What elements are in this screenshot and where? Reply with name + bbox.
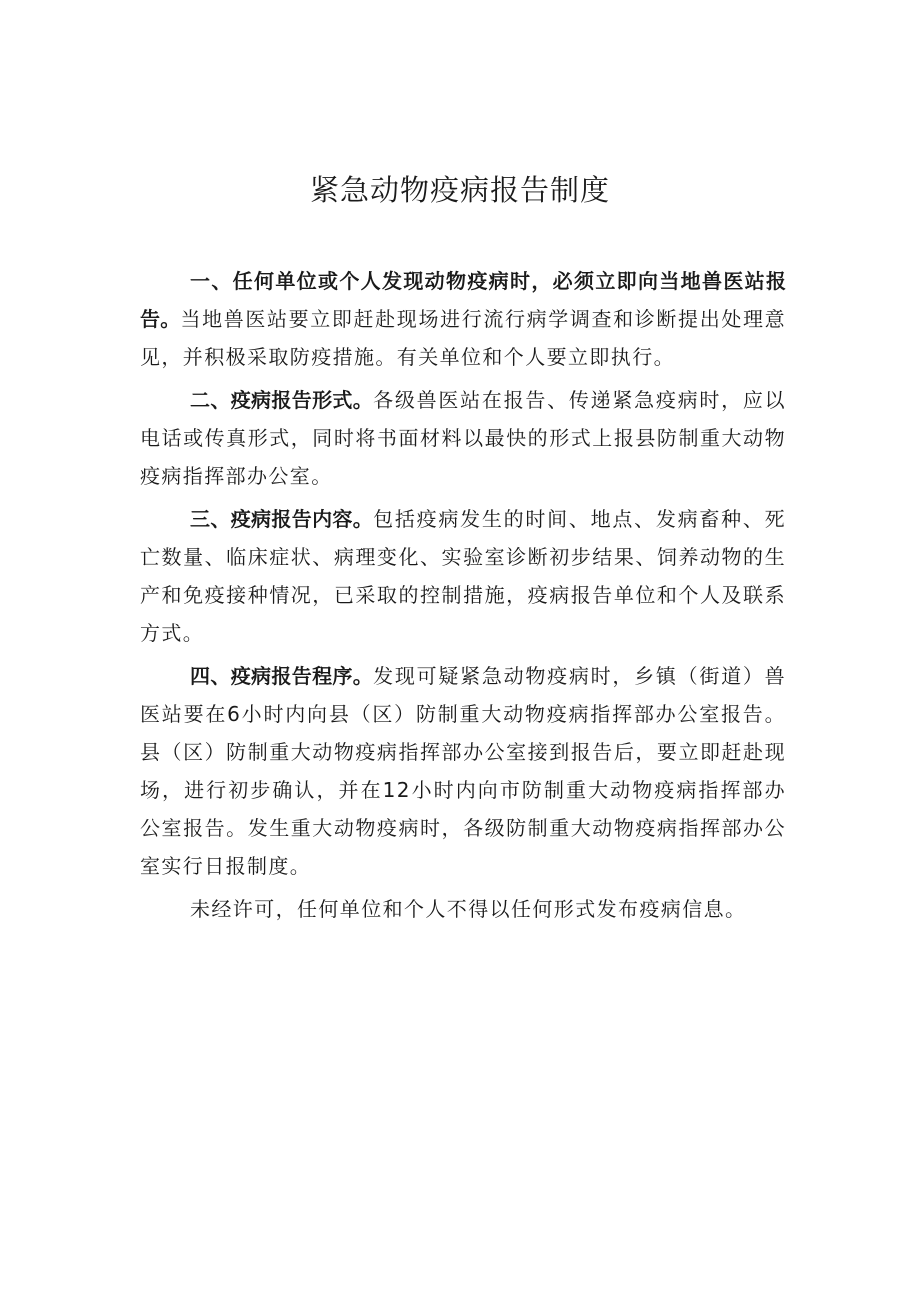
paragraph-text: 当地兽医站要立即赶赴现场进行流行病学调查和诊断提出处理意见，并积极采取防疫措施。有关单位和个人要立即执行。 <box>140 307 786 369</box>
paragraph-reporting-duty <box>140 262 786 381</box>
paragraph-text: 发现可疑紧急动物疫病时，乡镇（街道）兽医站要在6小时内向县（区）防制重大动物疫病指挥部办公室报告。县（区）防制重大动物疫病指挥部办公室接到报告后，要立即赶赴现场，进行初步确认，并在12小时内向市防制重大动物疫病指挥部办公室报告。发生重大动物疫病时，各级防制重大动物疫病指挥部办公室实行日报制度。 <box>140 664 787 878</box>
paragraph-lead: 一、任何单位或个人发现动物疫病时，必须立即向当地兽医站报告。 <box>140 269 786 331</box>
paragraph-text: 各级兽医站在报告、传递紧急疫病时，应以电话或传真形式，同时将书面材料以最快的形式上报县防制重大动物疫病指挥部办公室。 <box>140 388 787 488</box>
paragraph-report-procedure <box>140 657 786 890</box>
document-body <box>140 262 786 933</box>
paragraph-text: 包括疫病发生的时间、地点、发病畜种、死亡数量、临床症状、病理变化、实验室诊断初步结果、饲养动物的生产和免疫接种情况，已采取的控制措施，疫病报告单位和个人及联系方式。 <box>140 507 787 645</box>
paragraph-lead: 二、疫病报告形式。 <box>190 388 374 412</box>
paragraph-text: 未经许可，任何单位和个人不得以任何形式发布疫病信息。 <box>190 897 747 921</box>
paragraph-publication-restriction <box>140 890 786 933</box>
paragraph-report-form <box>140 381 786 500</box>
paragraph-lead: 四、疫病报告程序。 <box>190 664 374 688</box>
paragraph-lead: 三、疫病报告内容。 <box>190 507 374 531</box>
paragraph-report-content <box>140 500 786 657</box>
document-title: 紧急动物疫病报告制度 <box>309 173 610 207</box>
